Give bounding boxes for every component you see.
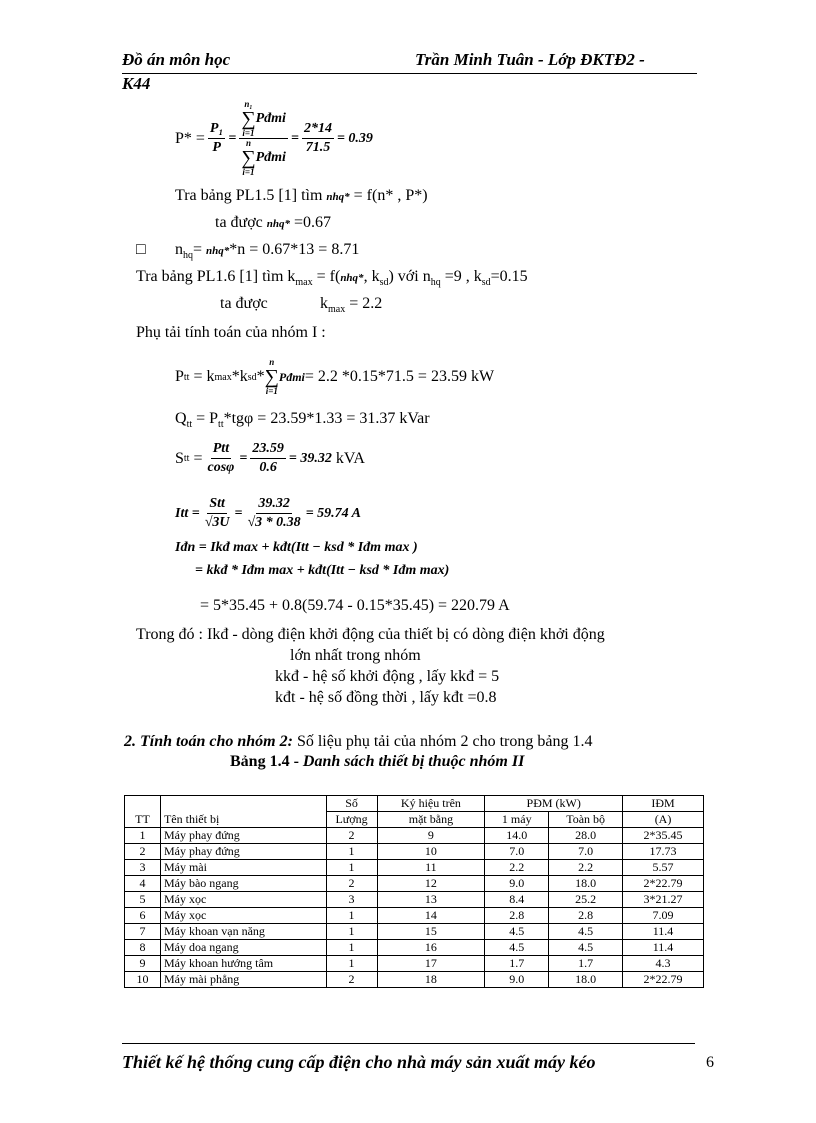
nhq-star-4: nhq*: [340, 272, 364, 284]
cell-tt: 3: [125, 860, 161, 876]
cell-name: Máy phay đứng: [160, 844, 326, 860]
cell-name: Máy khoan vạn năng: [160, 924, 326, 940]
nhq-star-1: nhq*: [326, 191, 350, 203]
cell-kh: 15: [377, 924, 485, 940]
cell-i: 3*21.27: [623, 892, 704, 908]
cell-tt: 10: [125, 972, 161, 988]
cell-name: Máy xọc: [160, 892, 326, 908]
cell-i: 4.3: [623, 956, 704, 972]
th-kyhieu-1: Ký hiệu trên: [377, 796, 485, 812]
pstar-formula: P* = $\frac{\text{P₁}}{P}$ = n₁ ∑ i=1 Pđmi n ∑ i=1 Pđmi = $\frac{2*14}{71.5}$ = 0.39: [175, 99, 373, 177]
sum-top-limit: n₁: [244, 99, 253, 109]
cell-pt: 7.0: [549, 844, 623, 860]
tra-bang-1-line: [175, 187, 428, 205]
cell-pt: 18.0: [549, 876, 623, 892]
trong-do-line-2: lớn nhất trong nhóm: [290, 647, 421, 664]
stt-value: = 39.32: [288, 450, 332, 466]
table-row: [125, 908, 704, 924]
cell-sl: 1: [326, 908, 377, 924]
itt-value: = 59.74 A: [305, 505, 361, 521]
cell-i: 7.09: [623, 908, 704, 924]
cell-p1: 1.7: [485, 956, 549, 972]
cell-tt: 6: [125, 908, 161, 924]
ta-duoc-1-line: [215, 214, 331, 232]
ta-duoc-1-value: =0.67: [294, 214, 332, 231]
cell-name: Máy xọc: [160, 908, 326, 924]
cell-tt: 2: [125, 844, 161, 860]
sum-n-limit: n: [245, 138, 251, 148]
cell-pt: 18.0: [549, 972, 623, 988]
cell-kh: 14: [377, 908, 485, 924]
table-row: [125, 972, 704, 988]
table-row: [125, 844, 704, 860]
table-row: [125, 956, 704, 972]
th-tt: TT: [125, 796, 161, 828]
bullet-box: □: [136, 241, 146, 258]
cell-kh: 17: [377, 956, 485, 972]
ratio-den: 71.5: [305, 140, 331, 155]
cell-pt: 4.5: [549, 940, 623, 956]
sum-ratio: n₁ ∑ i=1 Pđmi n ∑ i=1 Pđmi: [241, 99, 286, 177]
cell-tt: 8: [125, 940, 161, 956]
footer-title: Thiết kế hệ thống cung cấp điện cho nhà máy sản xuất máy kéo: [122, 1052, 596, 1072]
cell-sl: 2: [326, 876, 377, 892]
cell-tt: 9: [125, 956, 161, 972]
tra-bang-2-line: Tra bảng PL1.6 [1] tìm $k_{max} = f(nhq*$, $k_{sd}$) với $n_{hq} =9$ , $k_{sd}=0.15$: [136, 268, 528, 289]
cell-kh: 10: [377, 844, 485, 860]
value-ratio: [302, 120, 334, 157]
pdmi-num: Pđmi: [255, 111, 286, 126]
equipment-table: [124, 795, 704, 988]
cell-tt: 1: [125, 828, 161, 844]
table-caption-title: Danh sách thiết bị thuộc nhóm II: [302, 753, 525, 770]
table-row: [125, 940, 704, 956]
ta-duoc-1-label: ta được: [215, 214, 263, 231]
cell-i: 2*35.45: [623, 828, 704, 844]
th-so: Số: [326, 796, 377, 812]
cell-p1: 2.2: [485, 860, 549, 876]
tra-bang-1-end: = f(n* , P*): [353, 187, 428, 204]
cell-kh: 12: [377, 876, 485, 892]
cell-tt: 4: [125, 876, 161, 892]
cell-p1: 4.5: [485, 940, 549, 956]
cell-kh: 18: [377, 972, 485, 988]
cell-sl: 1: [326, 860, 377, 876]
ratio-num: 2*14: [302, 120, 334, 139]
cell-p1: 8.4: [485, 892, 549, 908]
section-2-heading: [124, 733, 592, 751]
section-2-title: 2. Tính toán cho nhóm 2:: [124, 733, 293, 750]
cell-i: 17.73: [623, 844, 704, 860]
sum-bottom-limit: i=1: [242, 128, 255, 138]
cell-sl: 2: [326, 828, 377, 844]
cell-tt: 5: [125, 892, 161, 908]
ptt-formula: P tt = k max *k sd * n ∑ i=1 Pđmi = 2.2 *0.15*71.5 = 23.59 kW: [175, 357, 495, 396]
cell-i: 5.57: [623, 860, 704, 876]
p1-over-p: [208, 120, 225, 157]
pstar-lhs: P* =: [175, 129, 205, 147]
itt-den: √3U: [204, 515, 230, 530]
phu-tai-heading: Phụ tải tính toán của nhóm I :: [136, 324, 326, 341]
cell-sl: 3: [326, 892, 377, 908]
kkd-line: kkđ - hệ số khởi động , lấy kkđ = 5: [275, 668, 500, 685]
cell-name: Máy mài: [160, 860, 326, 876]
header-left: Đồ án môn học: [122, 50, 231, 69]
table-row: [125, 860, 704, 876]
cell-sl: 1: [326, 940, 377, 956]
page-number: 6: [706, 1054, 714, 1071]
trong-do-line: Trong đó : Ikđ - dòng điện khởi động của thiết bị có dòng điện khởi động: [136, 626, 605, 643]
table-row: [125, 924, 704, 940]
cell-name: Máy doa ngang: [160, 940, 326, 956]
ptt-sum-bottom: i=1: [265, 386, 278, 396]
cell-pt: 2.2: [549, 860, 623, 876]
cell-p1: 14.0: [485, 828, 549, 844]
th-toan-bo: Toàn bộ: [549, 812, 623, 828]
nhq-star-2: nhq*: [266, 218, 291, 230]
th-idm: IĐM: [623, 796, 704, 812]
stt-unit: kVA: [335, 449, 365, 467]
th-idm-unit: (A): [623, 812, 704, 828]
cell-pt: 4.5: [549, 924, 623, 940]
cell-p1: 9.0: [485, 876, 549, 892]
stt-num2: 23.59: [250, 440, 286, 459]
pdmi-den: Pđmi: [255, 150, 286, 165]
footer-rule: [122, 1043, 695, 1044]
cell-kh: 9: [377, 828, 485, 844]
idn-line-3: = 5*35.45 + 0.8(59.74 - 0.15*35.45) = 220.79 A: [200, 597, 510, 614]
ptt-sum-top: n: [269, 357, 275, 367]
cell-pt: 28.0: [549, 828, 623, 844]
stt-formula: S tt = $\frac{\text{Ptt}}{\cos\varphi}$ = $\frac{23.59}{0.6}$ = 39.32 kVA: [175, 441, 365, 475]
table-header-row-1: [125, 796, 704, 812]
table-row: [125, 876, 704, 892]
qtt-formula: $Q_{tt} = P_{tt}*tg\varphi = 23.59*1.33 = 31.37$ kVar: [175, 410, 430, 431]
kdt-line: kđt - hệ số đồng thời , lấy kđt =0.8: [275, 689, 497, 706]
nhq-line: $n_{hq}= nhq**n = 0.67*13 = 8.71$: [175, 241, 360, 262]
idn-line-1: Iđn = Ikđ max + kđt(Itt − ksd * Iđm max ): [175, 540, 418, 555]
stt-num: Ptt: [211, 440, 231, 459]
cell-name: Máy phay đứng: [160, 828, 326, 844]
itt-num2: 39.32: [256, 495, 292, 514]
cell-kh: 11: [377, 860, 485, 876]
tra-bang-1-text: Tra bảng PL1.5 [1] tìm: [175, 187, 323, 204]
pstar-value: = 0.39: [336, 130, 373, 146]
cell-p1: 4.5: [485, 924, 549, 940]
nhq-star-3: nhq*: [206, 245, 230, 257]
cell-sl: 1: [326, 956, 377, 972]
cell-pt: 1.7: [549, 956, 623, 972]
stt-den2: 0.6: [259, 460, 277, 475]
itt-formula: Itt = $\frac{\text{Stt}}{√3U}$ = $\frac{39.32}{√3 * 0.38}$ = 59.74 A: [175, 496, 361, 530]
cell-tt: 7: [125, 924, 161, 940]
stt-den: cosφ: [207, 460, 235, 475]
th-pdm: PĐM (kW): [485, 796, 623, 812]
itt-num: Stt: [207, 495, 227, 514]
header-continuation: K44: [122, 74, 151, 93]
cell-name: Máy mài phẳng: [160, 972, 326, 988]
cell-pt: 25.2: [549, 892, 623, 908]
table-row: [125, 892, 704, 908]
cell-kh: 16: [377, 940, 485, 956]
table-row: [125, 828, 704, 844]
cell-p1: 9.0: [485, 972, 549, 988]
cell-i: 2*22.79: [623, 972, 704, 988]
header-right: Trần Minh Tuân - Lớp ĐKTĐ2 -: [415, 50, 645, 69]
th-kyhieu-2: mặt bằng: [377, 812, 485, 828]
cell-sl: 2: [326, 972, 377, 988]
cell-name: Máy khoan hướng tâm: [160, 956, 326, 972]
cell-sl: 1: [326, 924, 377, 940]
p1: P₁: [208, 120, 225, 139]
cell-i: 11.4: [623, 924, 704, 940]
cell-i: 2*22.79: [623, 876, 704, 892]
th-luong: Lượng: [326, 812, 377, 828]
header-rule: [122, 73, 697, 74]
sum-bottom-limit-2: i=1: [242, 167, 255, 177]
th-name: Tên thiết bị: [160, 796, 326, 828]
cell-sl: 1: [326, 844, 377, 860]
ta-duoc-2-label: ta được: [220, 295, 268, 312]
cell-i: 11.4: [623, 940, 704, 956]
cell-kh: 13: [377, 892, 485, 908]
kmax-line: $k_{max} = 2.2$: [320, 295, 383, 316]
table-caption-label: Bảng 1.4 -: [230, 753, 303, 770]
table-caption: [230, 753, 524, 771]
th-mot-may: 1 máy: [485, 812, 549, 828]
p: P: [212, 140, 221, 155]
idn-line-2: = kkđ * Iđm max + kđt(Itt − ksd * Iđm max): [195, 563, 450, 578]
cell-pt: 2.8: [549, 908, 623, 924]
cell-p1: 7.0: [485, 844, 549, 860]
ptt-pdmi: Pđmi: [278, 369, 305, 384]
cell-p1: 2.8: [485, 908, 549, 924]
cell-name: Máy bào ngang: [160, 876, 326, 892]
itt-den2: √3 * 0.38: [247, 515, 301, 530]
section-2-text: Số liệu phụ tải của nhóm 2 cho trong bảng 1.4: [292, 733, 593, 750]
